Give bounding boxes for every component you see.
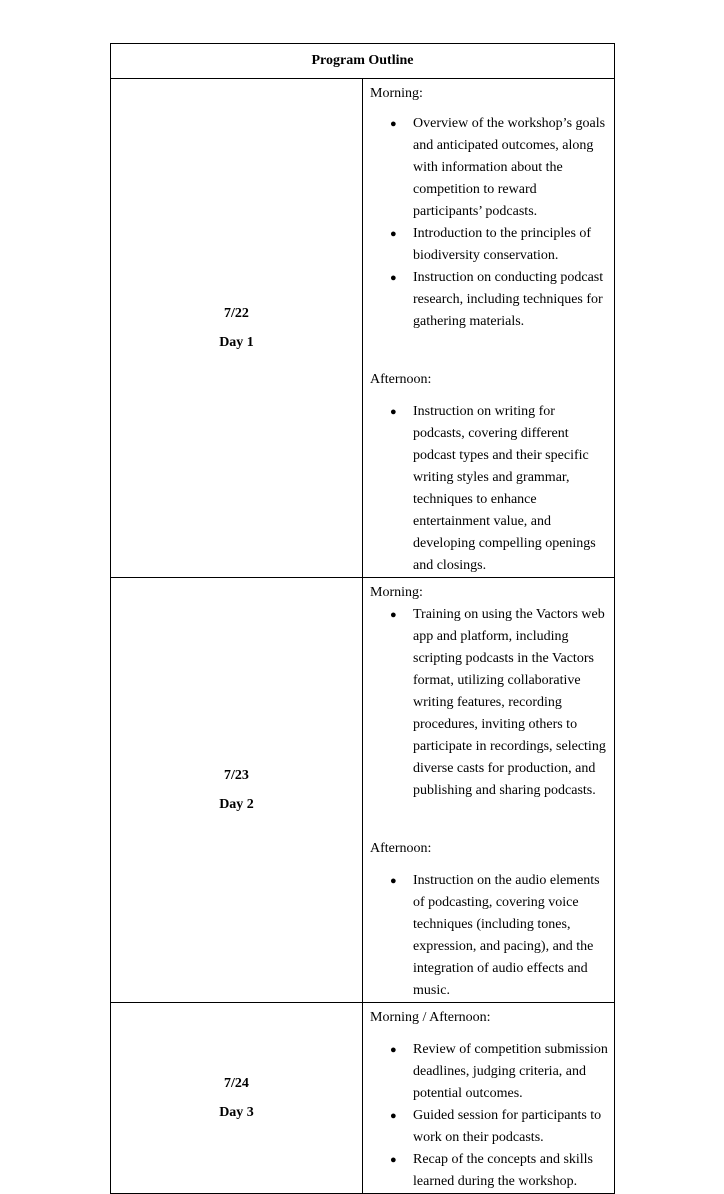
list-item: ● Guided session for participants to work on their podcasts.	[413, 1105, 608, 1149]
bullet-list	[370, 1039, 608, 1193]
day-cell	[111, 578, 363, 1003]
day-cell	[111, 79, 363, 578]
list-item: ● Instruction on writing for podcasts, covering different podcast types and their specific writing styles and grammar, techniques to enhance entertainment value, and developing compelling openings and closings.	[413, 401, 608, 577]
table-row	[111, 578, 615, 1003]
bullet-list	[370, 401, 608, 577]
day-label: Day 2	[219, 797, 254, 812]
list-item: ● Recap of the concepts and skills learned during the workshop.	[413, 1149, 608, 1193]
bullet-icon: ●	[390, 406, 397, 418]
day-cell	[111, 1003, 363, 1194]
day-content	[363, 79, 615, 578]
list-item: ● Overview of the workshop’s goals and anticipated outcomes, along with information about the competition to reward participants’ podcasts.	[413, 113, 608, 223]
bullet-icon: ●	[390, 609, 397, 621]
day-date: 7/23	[224, 768, 249, 783]
day-label: Day 3	[219, 1105, 254, 1120]
table-title: Program Outline	[111, 44, 615, 79]
table-row	[111, 79, 615, 578]
bullet-icon: ●	[390, 228, 397, 240]
day-content	[363, 578, 615, 1003]
day-date: 7/24	[224, 1076, 249, 1091]
day-date: 7/22	[224, 306, 249, 321]
day-content	[363, 1003, 615, 1194]
bullet-list	[370, 113, 608, 333]
list-item: ● Instruction on the audio elements of podcasting, covering voice techniques (including tones, expression, and pacing), and the integration of audio effects and music.	[413, 870, 608, 1002]
bullet-list	[370, 604, 608, 802]
bullet-icon: ●	[390, 875, 397, 887]
list-item: ● Review of competition submission deadlines, judging criteria, and potential outcomes.	[413, 1039, 608, 1105]
bullet-icon: ●	[390, 118, 397, 130]
table-row	[111, 1003, 615, 1194]
bullet-icon: ●	[390, 1154, 397, 1166]
day-label: Day 1	[219, 335, 254, 350]
period-label: Morning:	[370, 86, 423, 101]
list-item: ● Training on using the Vactors web app and platform, including scripting podcasts in the Vactors format, utilizing collaborative writing features, recording procedures, inviting others to participate in recordings, selecting diverse casts for production, and publishing and sharing podcasts.	[413, 604, 608, 802]
list-item: ● Instruction on conducting podcast research, including techniques for gathering materials.	[413, 267, 608, 333]
bullet-icon: ●	[390, 1110, 397, 1122]
bullet-list	[370, 870, 608, 1002]
period-label: Afternoon:	[370, 841, 432, 856]
period-label: Morning / Afternoon:	[370, 1010, 491, 1025]
period-label: Afternoon:	[370, 372, 432, 387]
program-outline-table	[110, 43, 615, 1194]
bullet-icon: ●	[390, 272, 397, 284]
bullet-icon: ●	[390, 1044, 397, 1056]
period-label: Morning:	[370, 585, 423, 600]
list-item: ● Introduction to the principles of biodiversity conservation.	[413, 223, 608, 267]
